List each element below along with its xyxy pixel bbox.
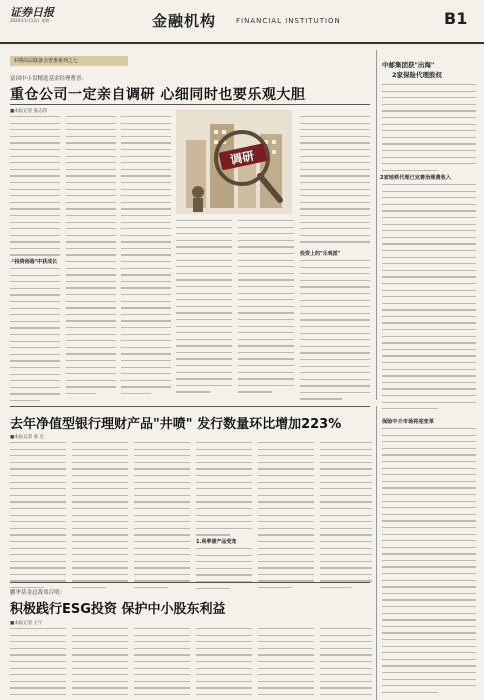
illustration-word: 调研	[229, 148, 256, 168]
lead-text-col-1	[10, 116, 60, 268]
sidebar-headline-line-2: 2家保险代理股权	[392, 71, 443, 79]
third-text-col-4	[196, 628, 252, 700]
lead-subhead-2: 投资上的"乐观派"	[300, 251, 341, 257]
lead-text-col-2	[66, 116, 116, 400]
sidebar-text-2	[382, 184, 476, 415]
third-text-col-6	[320, 628, 372, 700]
sidebar-subhead-2: 保险中介市场将迎变革	[382, 419, 434, 425]
headline-rule	[10, 104, 370, 105]
lead-kicker: 富国中小盘精选基金经理曹晋:	[10, 76, 84, 82]
third-text-col-5	[258, 628, 314, 700]
sidebar-divider	[376, 50, 377, 400]
lead-subhead-1: "投资创造"中获成长	[12, 259, 58, 265]
issue-date: 2020年1月13日 星期一	[10, 18, 54, 23]
second-headline: 去年净值型银行理财产品"井喷" 发行数量环比增加223%	[10, 417, 342, 432]
lead-text-col-5	[238, 220, 294, 398]
lead-text-col-6b	[300, 260, 370, 405]
lead-headline: 重仓公司一定亲自调研 心细同时也要乐观大胆	[10, 87, 306, 103]
sidebar-subhead-1: 2家地铁代理已完善治理费收入	[380, 175, 452, 181]
masthead	[0, 0, 484, 44]
newspaper-logo: 证券日报	[10, 6, 54, 19]
series-tag: 本期高层践备会普惠系列之七	[10, 56, 128, 66]
second-text-col-4	[196, 442, 252, 541]
lead-text-col-1b	[10, 268, 60, 406]
second-text-col-3	[134, 442, 190, 594]
page-number: B1	[444, 9, 468, 28]
lead-byline: ■本报记者 张志伟	[10, 109, 48, 114]
second-story-top-rule	[10, 406, 370, 407]
sidebar-headline-line-1: 中邮集团获"出海"	[382, 61, 435, 69]
sidebar-text-3	[382, 428, 476, 698]
second-byline: ■本报记者 张 宏	[10, 435, 45, 440]
second-text-col-1	[10, 442, 66, 594]
lead-text-col-4	[176, 220, 232, 398]
lead-text-col-6	[300, 116, 370, 248]
third-text-col-2	[72, 628, 128, 700]
research-illustration	[176, 110, 292, 214]
lead-text-col-3	[121, 116, 171, 400]
third-kicker: 鹏华基金总裁邓召明:	[10, 590, 62, 596]
second-text-col-2	[72, 442, 128, 594]
third-story-top-rule	[10, 582, 370, 583]
sidebar-text-1	[382, 84, 476, 176]
second-text-col-4b	[196, 548, 252, 594]
third-text-col-3	[134, 628, 190, 700]
section-title-english: FINANCIAL INSTITUTION	[236, 17, 341, 25]
third-headline: 积极践行ESG投资 保护中小股东利益	[10, 602, 226, 617]
second-text-col-5	[258, 442, 314, 594]
sidebar-divider-lower	[376, 406, 377, 700]
second-subhead: 1.利率债产品受宠	[196, 539, 237, 545]
section-title: 金融机构	[152, 12, 217, 30]
second-text-col-6	[320, 442, 372, 594]
third-text-col-1	[10, 628, 66, 700]
third-byline: ■本报记者 王宁	[10, 621, 43, 626]
